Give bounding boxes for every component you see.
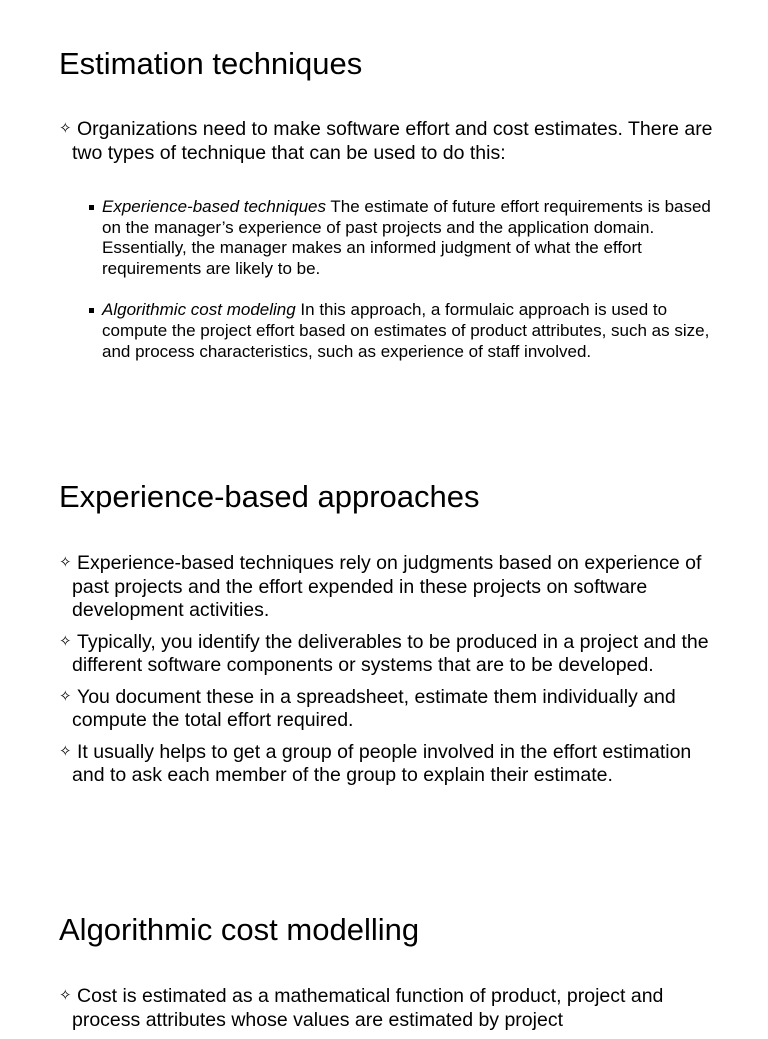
bullet-text: Typically, you identify the deliverables to be produced in a project and the different software components or systems that are to be developed. (72, 630, 709, 676)
star-bullet-icon: ✧ (59, 686, 72, 705)
bullet-text: It usually helps to get a group of people involved in the effort estimation and to ask each member of the group to explain their estimate. (72, 740, 692, 786)
section-title: Algorithmic cost modelling (59, 912, 420, 947)
bullet-text: Cost is estimated as a mathematical function of product, project and process attributes whose values are estimated by project (72, 985, 664, 1031)
square-bullet-icon (89, 205, 94, 210)
section-title: Experience-based approaches (59, 479, 480, 514)
bullet-item (59, 740, 719, 788)
sub-bullet-term: Experience-based techniques (102, 197, 326, 216)
sub-bullet-item (59, 197, 719, 279)
bullet-text: Organizations need to make software effort and cost estimates. There are two types of technique that can be used to do this: (72, 118, 713, 164)
section-estimation-techniques (59, 44, 719, 383)
bullet-list (59, 117, 719, 165)
sub-bullet-term: Algorithmic cost modeling (102, 300, 296, 320)
bullet-text: You document these in a spreadsheet, estimate them individually and compute the total effort required. (72, 685, 676, 731)
bullet-item (59, 685, 719, 733)
sub-bullet-text: In this approach, a formulaic approach is used to compute the project effort based on estimates of product attributes, such as size, and process characteristics, such as experience of staff involved. (102, 300, 710, 361)
star-bullet-icon: ✧ (59, 553, 72, 571)
star-bullet-icon: ✧ (59, 741, 72, 760)
bullet-item (59, 984, 719, 1032)
sub-bullet-item (59, 300, 719, 362)
star-bullet-icon: ✧ (59, 986, 72, 1004)
sub-bullet-text: The estimate of future effort requirements is based on the manager’s experience of past projects and the application domain. Essentially, the manager makes an informed judgment of what the effort requirements are likely to be. (102, 197, 711, 278)
section-title: Estimation techniques (59, 46, 363, 81)
bullet-list (59, 984, 719, 1032)
section-experience-based-approaches (59, 477, 719, 795)
bullet-text: Experience-based techniques rely on judgments based on experience of past projects and the effort expended in these projects on software development activities. (72, 552, 702, 621)
bullet-list (59, 551, 719, 788)
bullet-item (59, 117, 719, 165)
star-bullet-icon: ✧ (59, 631, 72, 650)
square-bullet-icon (89, 308, 94, 313)
section-algorithmic-cost-modelling (59, 910, 719, 1039)
bullet-item (59, 551, 719, 623)
sub-bullet-list (59, 197, 719, 362)
bullet-item (59, 630, 719, 678)
star-bullet-icon: ✧ (59, 119, 72, 137)
